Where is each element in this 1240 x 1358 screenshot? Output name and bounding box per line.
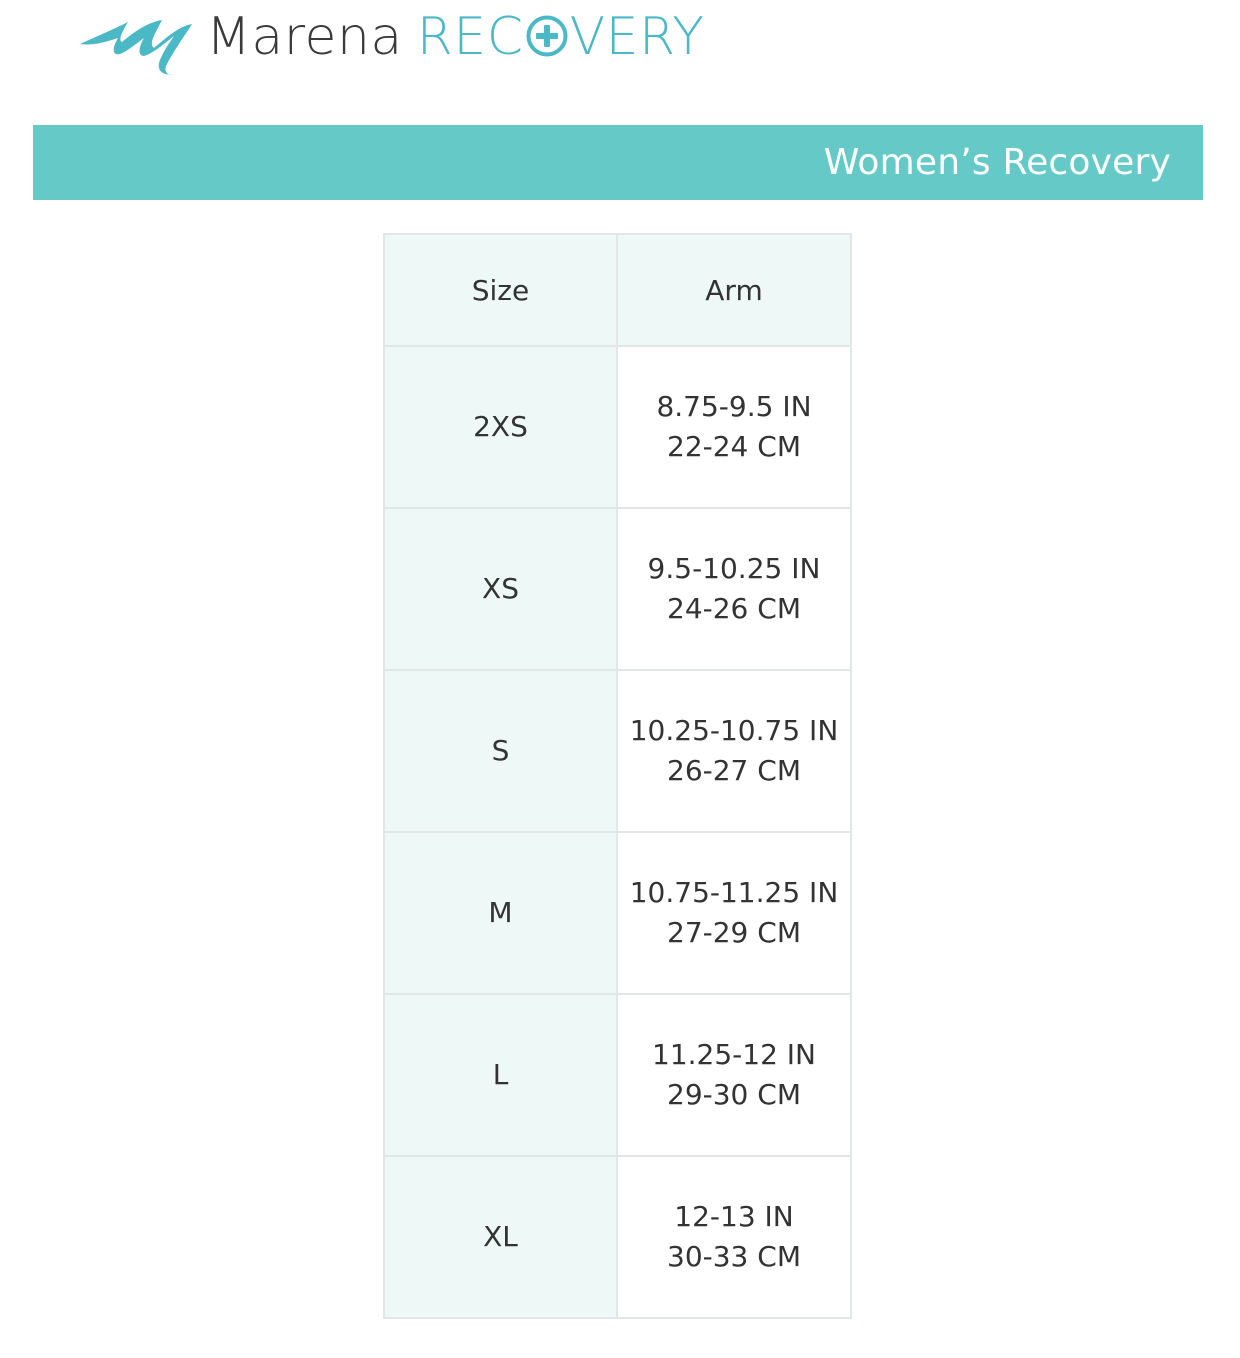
brand-name: Marena <box>206 7 403 67</box>
arm-cm: 30-33 CM <box>667 1240 801 1273</box>
brand-subtitle <box>417 7 705 67</box>
arm-inches: 10.75-11.25 IN <box>629 876 839 909</box>
arm-cell <box>617 670 851 832</box>
table-row <box>384 508 851 670</box>
arm-cell <box>617 1156 851 1318</box>
brand-subtitle-start: REC <box>416 7 524 67</box>
arm-inches: 10.25-10.75 IN <box>629 714 839 747</box>
arm-cm: 27-29 CM <box>667 916 801 949</box>
brand-wordmark <box>206 8 705 66</box>
arm-cell <box>617 832 851 994</box>
table-row <box>384 832 851 994</box>
size-cell: S <box>384 670 617 832</box>
table-row <box>384 346 851 508</box>
marena-swoosh-logo-icon <box>78 10 194 76</box>
arm-cm: 26-27 CM <box>667 754 801 787</box>
banner-title: Women’s Recovery <box>823 142 1171 183</box>
arm-column-header: Arm <box>617 234 851 346</box>
table-header-row <box>384 234 851 346</box>
size-cell: M <box>384 832 617 994</box>
section-banner <box>33 125 1203 200</box>
arm-inches: 8.75-9.5 IN <box>656 390 812 423</box>
brand-subtitle-end: VERY <box>569 7 705 67</box>
table-row <box>384 994 851 1156</box>
size-cell: 2XS <box>384 346 617 508</box>
size-cell: XL <box>384 1156 617 1318</box>
arm-cell <box>617 994 851 1156</box>
table-row <box>384 670 851 832</box>
brand-logo[interactable] <box>78 8 194 78</box>
size-cell: XS <box>384 508 617 670</box>
size-column-header: Size <box>384 234 617 346</box>
arm-inches: 12-13 IN <box>674 1200 794 1233</box>
arm-cell <box>617 346 851 508</box>
size-chart-table <box>383 233 852 1319</box>
arm-cm: 24-26 CM <box>667 592 801 625</box>
size-cell: L <box>384 994 617 1156</box>
arm-cell <box>617 508 851 670</box>
arm-cm: 29-30 CM <box>667 1078 801 1111</box>
medical-cross-o-icon <box>525 14 569 58</box>
table-row <box>384 1156 851 1318</box>
arm-inches: 9.5-10.25 IN <box>647 552 821 585</box>
arm-inches: 11.25-12 IN <box>652 1038 816 1071</box>
arm-cm: 22-24 CM <box>667 430 801 463</box>
